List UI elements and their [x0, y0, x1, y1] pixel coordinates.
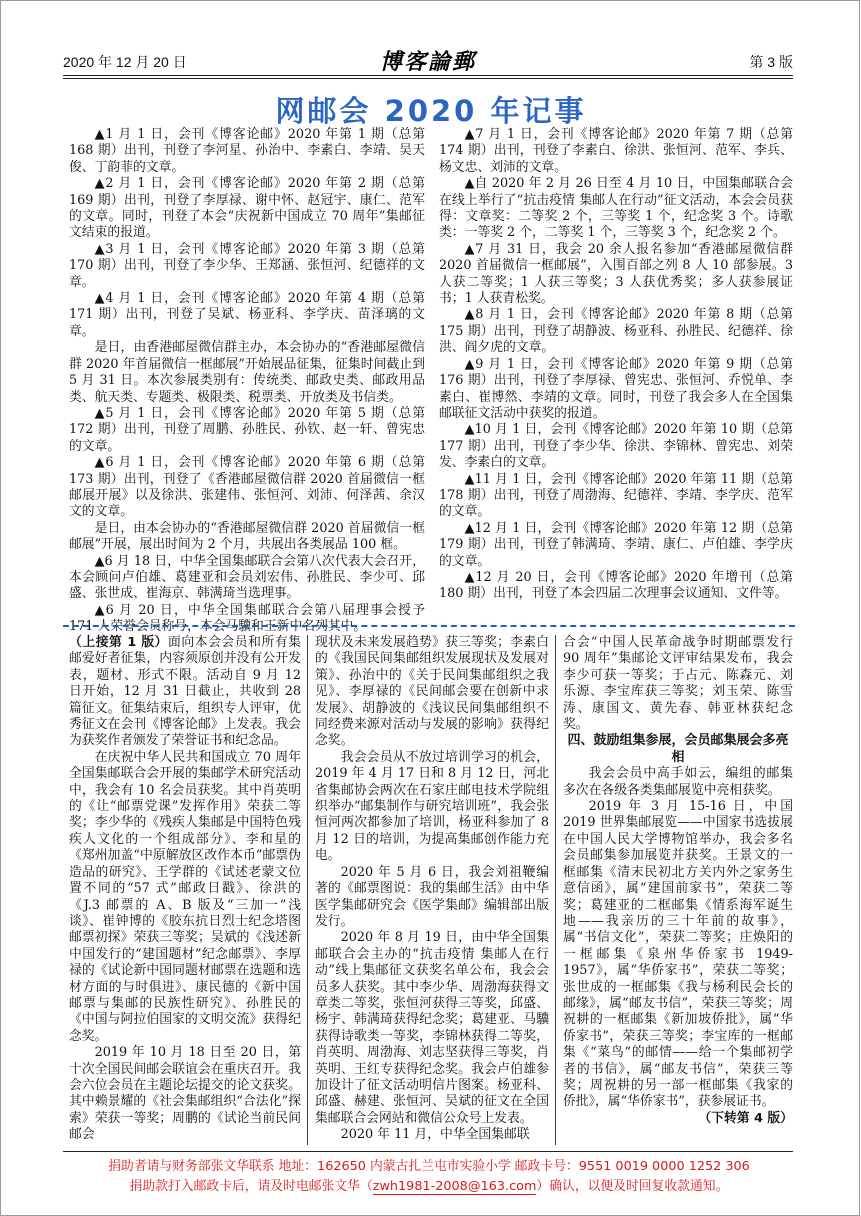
chronicle-entry: ▲2 月 1 日，会刊《博客论邮》2020 年第 2 期（总第 169 期）出刊，刊登了李厚禄、谢中怀、赵冠宇、康仁、范军的文章。同时，刊登了本会“庆祝新中国成立 70 周年”集邮征文结束的报道。 — [69, 176, 425, 241]
chronicle-column-2 — [439, 127, 793, 619]
masthead-logo: 博客論郵 — [379, 49, 476, 75]
chronicle-entry: ▲10 月 1 日，会刊《博客论邮》2020 年第 10 期（总第 177 期）出刊，刊登了李少华、徐洪、李锦林、曾宪忠、刘荣发、李素白的文章。 — [439, 422, 793, 471]
continued-paragraph: 2020 年 11 月，中华全国集邮联 — [340, 1127, 530, 1143]
chronicle-entry: ▲12 月 1 日，会刊《博客论邮》2020 年第 12 期（总第 179 期）出刊，刊登了韩满琦、李靖、康仁、卢伯雄、李学庆的文章。 — [439, 520, 793, 569]
chronicle-entry: ▲8 月 1 日，会刊《博客论邮》2020 年第 8 期（总第 175 期）出刊，刊登了胡静波、杨亚科、孙胜民、纪德祥、徐洪、阎夕虎的文章。 — [439, 307, 793, 356]
continued-column-3 — [563, 635, 793, 1149]
section-subheading: 四、鼓励组集参展，会员邮集展会多亮相 — [567, 733, 789, 765]
continued-paragraph: 现状及未来发展趋势》获三等奖；李素白的《我国民间集邮组织发展现状及发展对策》、孙治中的《关于民间集邮组织之我见》、李厚禄的《民间邮会要在创新中求发展》、胡静波的《浅议民间集邮组织不同经费来源对活动与发展的影响》获得纪念奖。 — [315, 635, 549, 749]
chronicle-entry: 是日，由本会协办的“香港邮屋微信群 2020 首届微信一框邮展”开展，展出时间为 2 个月，共展出各类展品 100 框。 — [69, 520, 425, 553]
continued-paragraph: （上接第 1 版）面向本会会员和所有集邮爱好者征集，内容须原创并没有公开发表，题材、形式不限。活动自 9 月 12 日开始，12 月 31 日截止，共收到 28 篇征文。征集结束后，组织专人评审，优秀征文在会刊《博客论邮》上发表。我会为获奖作者颁发了荣誉证书和纪念品。 — [69, 635, 301, 749]
continued-paragraph: 我会会员从不放过培训学习的机会，2019 年 4 月 17 日和 8 月 12 日，河北省集邮协会两次在石家庄邮电技术学院组织举办“邮集制作与研究培训班”，我会张恒河两次都参加了培训，杨亚科参加了 8 月 12 日的培训，为提高集邮创作能力充电。 — [315, 749, 549, 864]
chronicle-entry: ▲6 月 1 日，会刊《博客论邮》2020 年第 6 期（总第 173 期）出刊，刊登了《香港邮屋微信群 2020 首届微信一框邮展开展》以及徐洪、张建伟、张恒河、刘沛、何泽茜、余汉文的文章。 — [69, 455, 425, 520]
donation-info: 捐助者请与财务部张文华联系 地址：162650 内蒙古扎兰屯市实验小学 邮政卡号：9551 0019 0000 1252 306 — [108, 1159, 750, 1174]
continued-paragraph: 2020 年 8 月 19 日，由中华全国集邮联合会主办的“抗击疫情 集邮人在行动”线上集邮征文获奖名单公布，我会会员多人获奖。其中李少华、周渤海获得文章类二等奖，张恒河获得三等奖，邱盛、杨宇、韩满琦获得纪念奖；葛建亚、马驥获得诗歌类一等奖，李锦林获得二等奖，肖英明、周渤海、刘志坚获得三等奖，肖英明、王红专获得纪念奖。我会卢伯雄参加设计了征文活动明信片图案。杨亚科、邱盛、赫建、张恒河、吴斌的征文在全国集邮联合会网站和微信公众号上发表。 — [315, 930, 549, 1126]
continued-paragraph: 在庆祝中华人民共和国成立 70 周年全国集邮联合会开展的集邮学术研究活动中，我会有 10 名会员获奖。其中肖英明的《让“邮票党课”发挥作用》荣获二等奖；李少华的《残疾人集邮是中国特色残疾人文化的一个组成部分》、李和星的《郑州加盖“中原解放区改作本币”邮票伪造品的研究》、王学群的《试述老蒙文位置不同的“57 式”邮政日戳》、徐洪的《J.3 邮票的 A、B 版及“三加一”浅谈》、崔钟博的《胶东抗日烈士纪念塔图邮票初探》荣获三等奖；吴斌的《浅述新中国发行的“建国题材”纪念邮票》、李厚禄的《试论新中国同题材邮票在选题和选材方面的与时俱进》、康民德的《新中国邮票与集邮的民族性研究》、孙胜民的《中国与阿拉伯国家的文明交流》获得纪念奖。 — [69, 749, 301, 1044]
chronicle-entry: ▲3 月 1 日，会刊《博客论邮》2020 年第 3 期（总第 170 期）出刊，刊登了李少华、王郑涵、张恒河、纪德祥的文章。 — [69, 241, 425, 290]
chronicle-entry: ▲7 月 1 日，会刊《博客论邮》2020 年第 7 期（总第 174 期）出刊，刊登了李素白、徐洪、张恒河、范军、李兵、杨文忠、刘沛的文章。 — [439, 127, 793, 175]
continued-paragraph: 2019 年 3 月 15-16 日，中国 2019 世界集邮展览——中国家书选拔展在中国人民大学博物馆举办，我会多名会员邮集参加展览并获奖。王景文的一框邮集《清末民初北方关内外之家务生意信函》，属“建国前家书”，荣获二等奖；葛建亚的二框邮集《情系海军诞生地——我亲历的三十年前的故事》，属“书信文化”，荣获二等奖；庄焕阳的一框邮集《泉州华侨家书 1949-1957》，属“华侨家书”，荣获二等奖；张世成的一框邮集《我与杨利民会长的邮缘》，属“邮友书信”，荣获三等奖；周祝耕的一框邮集《新加坡侨批》，属“华侨家书”，荣获三等奖；李宝库的一框邮集《“菜鸟”的邮情——给一个集邮初学者的书信》，属“邮友书信”，荣获三等奖；周祝耕的另一部一框邮集《我家的侨批》，属“华侨家书”，获参展证书。 — [563, 799, 793, 1110]
continued-paragraph: 合会“中国人民革命战争时期邮票发行 90 周年”集邮论文评审结果发布，我会李少可获一等奖；于占元、陈森元、刘乐源、李宝库获三等奖；刘玉荣、陈雪涛、康国文、黄先春、韩亚林获纪念奖。 — [563, 635, 793, 733]
email-link[interactable]: zwh1981-2008@163.com — [372, 1179, 537, 1194]
chronicle-entry: ▲6 月 18 日，中华全国集邮联合会第八次代表大会召开，本会顾问卢伯雄、葛建亚和会员刘宏伟、孙胜民、李少可、邱盛、张世成、崔海京、韩满琦当选理事。 — [69, 553, 425, 602]
jump-from-page-1: （上接第 1 版） — [69, 635, 169, 650]
continued-column-1 — [69, 635, 301, 1149]
chronicle-entry: ▲12 月 20 日，会刊《博客论邮》2020 年增刊（总第 180 期）出刊，刊登了本会四届二次理事会议通知、文件等。 — [439, 569, 793, 602]
chronicle-column-1 — [69, 127, 425, 635]
column-separator — [555, 635, 556, 1145]
donation-confirm: 捐助款打入邮政卡后，请及时电邮张文华（zwh1981-2008@163.com）确认，以便及时回复收款通知。 — [129, 1179, 729, 1194]
continued-paragraph: 2019 年 10 月 18 日至 20 日，第十次全国民间邮会联谊会在重庆召开。我会六位会员在主题论坛提交的论文获奖。其中赖景耀的《社会集邮组织“合法化”探索》荣获一等奖；周鹏的《试论当前民间邮会 — [69, 1045, 301, 1143]
header-rule-thin — [63, 78, 793, 79]
chronicle-entry: ▲自 2020 年 2 月 26 日至 4 月 10 日，中国集邮联合会在线上举行了“抗击疫情 集邮人在行动”征文活动，本会会员获得：文章奖：二等奖 2 个，三等奖 1 个，纪念奖 3 个。诗歌类：一等奖 2 个，二等奖 1 个，三等奖 3 个，纪念奖 2 个。 — [439, 176, 793, 241]
chronicle-entry: ▲9 月 1 日，会刊《博客论邮》2020 年第 9 期（总第 176 期）出刊，刊登了李厚禄、曾宪忠、张恒河、乔悦单、李素白、崔博然、李靖的文章。同时，刊登了我会多人在全国集邮联征文活动中获奖的报道。 — [439, 356, 793, 421]
chronicle-entry: ▲6 月 20 日，中华全国集邮联合会第八届理事会授予 171 人荣誉会员称号，本会马驥和王新中名列其中。 — [69, 602, 425, 635]
chronicle-entry: ▲11 月 1 日，会刊《博客论邮》2020 年第 11 期（总第 178 期）出刊，刊登了周渤海、纪德祥、李靖、李学庆、范军的文章。 — [439, 471, 793, 520]
footer-rule — [63, 1151, 793, 1152]
continued-paragraph: 我会会员中高手如云，编组的邮集多次在各级各类集邮展览中亮相获奖。 — [563, 766, 793, 798]
chronicle-entry: ▲4 月 1 日，会刊《博客论邮》2020 年第 4 期（总第 171 期）出刊，刊登了吴斌、杨亚科、李学庆、苗泽璃的文章。 — [69, 291, 425, 339]
continued-paragraph: 2020 年 5 月 6 日，我会刘祖鞭编著的《邮票图说：我的集邮生活》由中华医学集邮研究会《医学集邮》编辑部出版发行。 — [315, 864, 549, 929]
chronicle-entry: 是日，由香港邮屋微信群主办，本会协办的“香港邮屋微信群 2020 年首届微信一框邮展”开始展品征集，征集时间截止到 5 月 31 日。本次参展类别有：传统类、邮政史类、邮政用品类、航天类、专题类、极限类、税票类、开放类及书信类。 — [69, 340, 425, 405]
article-title: 网邮会 2020 年记事 — [275, 94, 587, 128]
header-rule — [63, 75, 793, 76]
chronicle-entry: ▲5 月 1 日，会刊《博客论邮》2020 年第 5 期（总第 172 期）出刊，刊登了周鹏、孙胜民、孙钦、赵一轩、曾宪忠的文章。 — [69, 405, 425, 454]
issue-date: 2020 年 12 月 20 日 — [63, 54, 187, 70]
section-divider — [63, 625, 795, 627]
continued-column-2 — [315, 635, 549, 1149]
chronicle-entry: ▲7 月 31 日，我会 20 余人报名参加“香港邮屋微信群 2020 首届微信一框邮展”，入围百部之列 8 人 10 部参展。3 人获二等奖；1 人获三等奖；3 人获优秀奖；多人获参展证书；1 人获青松奖。 — [439, 241, 793, 307]
column-separator — [307, 635, 308, 1145]
jump-to-page-4: （下转第 4 版） — [698, 1110, 793, 1126]
chronicle-entry: ▲1 月 1 日，会刊《博客论邮》2020 年第 1 期（总第 168 期）出刊，刊登了李河星、孙治中、李素白、李靖、吴天俊、丁韵菲的文章。 — [69, 127, 425, 175]
page-number: 第 3 版 — [749, 54, 793, 70]
page-header — [63, 49, 793, 73]
